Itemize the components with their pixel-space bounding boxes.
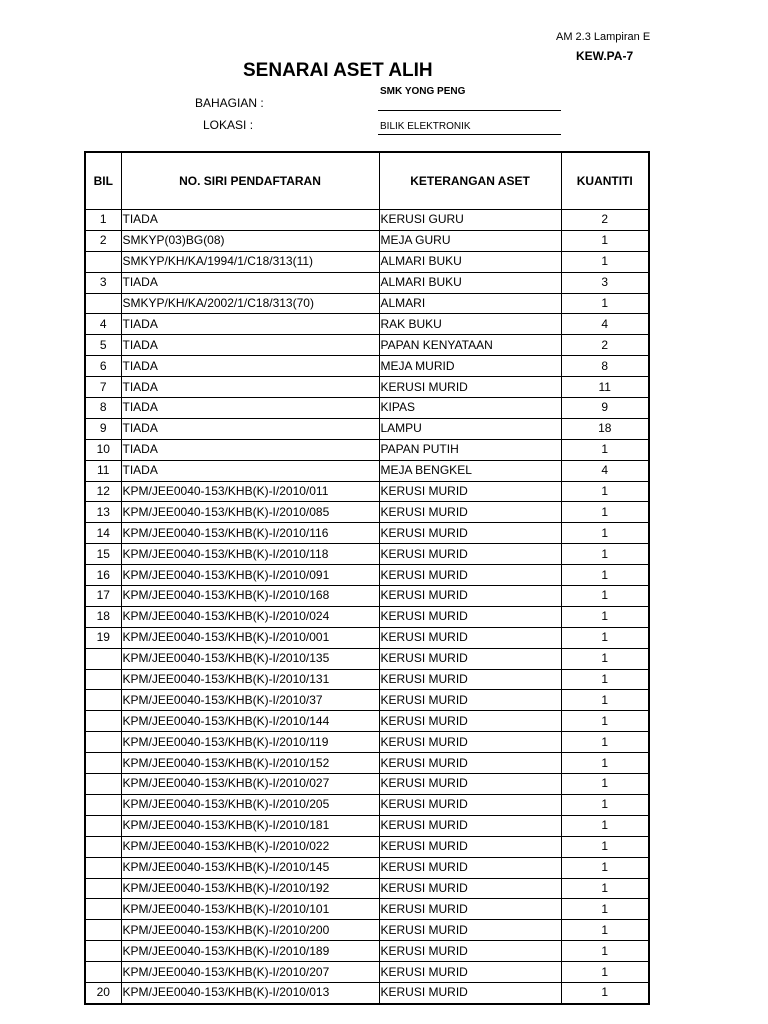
cell-kuantiti: 1 — [561, 982, 649, 1003]
cell-no-siri: KPM/JEE0040-153/KHB(K)-I/2010/152 — [121, 753, 379, 774]
cell-bil: 1 — [85, 210, 121, 231]
cell-no-siri: KPM/JEE0040-153/KHB(K)-I/2010/101 — [121, 899, 379, 920]
table-row — [85, 627, 649, 648]
cell-no-siri: KPM/JEE0040-153/KHB(K)-I/2010/145 — [121, 857, 379, 878]
table-row — [85, 251, 649, 272]
cell-kuantiti: 3 — [561, 272, 649, 293]
cell-no-siri: KPM/JEE0040-153/KHB(K)-I/2010/118 — [121, 544, 379, 565]
cell-bil: 18 — [85, 606, 121, 627]
table-row — [85, 377, 649, 398]
cell-bil: 7 — [85, 377, 121, 398]
cell-kuantiti: 4 — [561, 314, 649, 335]
cell-keterangan: KERUSI MURID — [379, 648, 561, 669]
cell-bil: 5 — [85, 335, 121, 356]
table-body — [85, 210, 649, 1004]
cell-kuantiti: 1 — [561, 690, 649, 711]
table-row — [85, 460, 649, 481]
cell-bil — [85, 711, 121, 732]
cell-no-siri: TIADA — [121, 356, 379, 377]
table-row — [85, 857, 649, 878]
table-row — [85, 586, 649, 607]
cell-kuantiti: 1 — [561, 836, 649, 857]
asset-table — [84, 151, 650, 1005]
cell-no-siri: KPM/JEE0040-153/KHB(K)-I/2010/011 — [121, 481, 379, 502]
table-row — [85, 878, 649, 899]
cell-bil — [85, 857, 121, 878]
cell-kuantiti: 1 — [561, 794, 649, 815]
cell-keterangan: MEJA MURID — [379, 356, 561, 377]
cell-bil — [85, 648, 121, 669]
cell-kuantiti: 1 — [561, 941, 649, 962]
cell-bil: 4 — [85, 314, 121, 335]
cell-bil: 9 — [85, 418, 121, 439]
column-header-kuantiti: KUANTITI — [561, 152, 649, 210]
cell-bil — [85, 690, 121, 711]
cell-keterangan: KERUSI MURID — [379, 982, 561, 1003]
table-row — [85, 272, 649, 293]
table-row — [85, 732, 649, 753]
table-row — [85, 982, 649, 1003]
cell-kuantiti: 1 — [561, 899, 649, 920]
cell-kuantiti: 1 — [561, 711, 649, 732]
cell-keterangan: PAPAN PUTIH — [379, 439, 561, 460]
cell-bil — [85, 941, 121, 962]
cell-kuantiti: 1 — [561, 648, 649, 669]
cell-keterangan: KERUSI MURID — [379, 857, 561, 878]
cell-keterangan: KERUSI MURID — [379, 899, 561, 920]
table-row — [85, 544, 649, 565]
cell-no-siri: KPM/JEE0040-153/KHB(K)-I/2010/013 — [121, 982, 379, 1003]
cell-no-siri: KPM/JEE0040-153/KHB(K)-I/2010/181 — [121, 815, 379, 836]
table-row — [85, 648, 649, 669]
table-row — [85, 481, 649, 502]
cell-no-siri: TIADA — [121, 460, 379, 481]
cell-keterangan: KERUSI MURID — [379, 586, 561, 607]
table-row — [85, 815, 649, 836]
cell-keterangan: KERUSI MURID — [379, 627, 561, 648]
table-row — [85, 314, 649, 335]
cell-no-siri: TIADA — [121, 418, 379, 439]
cell-kuantiti: 1 — [561, 774, 649, 795]
cell-bil: 12 — [85, 481, 121, 502]
cell-kuantiti: 1 — [561, 669, 649, 690]
cell-keterangan: KERUSI MURID — [379, 920, 561, 941]
cell-keterangan: KERUSI MURID — [379, 690, 561, 711]
cell-kuantiti: 1 — [561, 523, 649, 544]
cell-bil: 17 — [85, 586, 121, 607]
cell-keterangan: KERUSI MURID — [379, 774, 561, 795]
cell-keterangan: KERUSI MURID — [379, 544, 561, 565]
cell-no-siri: KPM/JEE0040-153/KHB(K)-I/2010/116 — [121, 523, 379, 544]
cell-bil — [85, 794, 121, 815]
cell-keterangan: RAK BUKU — [379, 314, 561, 335]
cell-kuantiti: 1 — [561, 481, 649, 502]
page-title: SENARAI ASET ALIH — [243, 60, 433, 81]
cell-bil: 11 — [85, 460, 121, 481]
cell-bil — [85, 962, 121, 983]
cell-no-siri: KPM/JEE0040-153/KHB(K)-I/2010/192 — [121, 878, 379, 899]
cell-kuantiti: 1 — [561, 857, 649, 878]
cell-bil — [85, 251, 121, 272]
cell-kuantiti: 8 — [561, 356, 649, 377]
cell-kuantiti: 1 — [561, 251, 649, 272]
cell-no-siri: KPM/JEE0040-153/KHB(K)-I/2010/37 — [121, 690, 379, 711]
cell-keterangan: KERUSI MURID — [379, 941, 561, 962]
column-header-keterangan: KETERANGAN ASET — [379, 152, 561, 210]
cell-no-siri: TIADA — [121, 272, 379, 293]
table-row — [85, 293, 649, 314]
cell-bil: 14 — [85, 523, 121, 544]
cell-keterangan: KERUSI MURID — [379, 606, 561, 627]
cell-kuantiti: 1 — [561, 815, 649, 836]
cell-kuantiti: 1 — [561, 586, 649, 607]
cell-no-siri: KPM/JEE0040-153/KHB(K)-I/2010/207 — [121, 962, 379, 983]
cell-no-siri: KPM/JEE0040-153/KHB(K)-I/2010/091 — [121, 565, 379, 586]
cell-bil: 20 — [85, 982, 121, 1003]
table-row — [85, 941, 649, 962]
table-row — [85, 899, 649, 920]
table-row — [85, 774, 649, 795]
cell-no-siri: KPM/JEE0040-153/KHB(K)-I/2010/024 — [121, 606, 379, 627]
cell-bil: 13 — [85, 502, 121, 523]
table-row — [85, 690, 649, 711]
cell-no-siri: TIADA — [121, 377, 379, 398]
cell-kuantiti: 1 — [561, 920, 649, 941]
table-row — [85, 753, 649, 774]
cell-keterangan: KERUSI MURID — [379, 481, 561, 502]
cell-kuantiti: 1 — [561, 230, 649, 251]
table-header-row — [85, 152, 649, 210]
cell-keterangan: MEJA GURU — [379, 230, 561, 251]
table-row — [85, 523, 649, 544]
cell-keterangan: ALMARI — [379, 293, 561, 314]
table-row — [85, 502, 649, 523]
column-header-bil: BIL — [85, 152, 121, 210]
cell-bil — [85, 293, 121, 314]
cell-keterangan: KERUSI GURU — [379, 210, 561, 231]
cell-no-siri: TIADA — [121, 335, 379, 356]
cell-no-siri: TIADA — [121, 210, 379, 231]
cell-kuantiti: 1 — [561, 753, 649, 774]
cell-kuantiti: 18 — [561, 418, 649, 439]
cell-no-siri: KPM/JEE0040-153/KHB(K)-I/2010/001 — [121, 627, 379, 648]
cell-kuantiti: 1 — [561, 565, 649, 586]
cell-keterangan: KERUSI MURID — [379, 878, 561, 899]
cell-no-siri: KPM/JEE0040-153/KHB(K)-I/2010/168 — [121, 586, 379, 607]
cell-keterangan: KERUSI MURID — [379, 836, 561, 857]
cell-keterangan: KERUSI MURID — [379, 669, 561, 690]
table-row — [85, 920, 649, 941]
cell-bil — [85, 815, 121, 836]
table-row — [85, 794, 649, 815]
table-row — [85, 210, 649, 231]
cell-no-siri: KPM/JEE0040-153/KHB(K)-I/2010/085 — [121, 502, 379, 523]
cell-no-siri: SMKYP(03)BG(08) — [121, 230, 379, 251]
cell-no-siri: KPM/JEE0040-153/KHB(K)-I/2010/027 — [121, 774, 379, 795]
cell-bil — [85, 878, 121, 899]
cell-keterangan: KERUSI MURID — [379, 523, 561, 544]
cell-kuantiti: 11 — [561, 377, 649, 398]
cell-bil: 19 — [85, 627, 121, 648]
cell-keterangan: KERUSI MURID — [379, 753, 561, 774]
cell-bil — [85, 899, 121, 920]
cell-no-siri: KPM/JEE0040-153/KHB(K)-I/2010/189 — [121, 941, 379, 962]
cell-keterangan: ALMARI BUKU — [379, 251, 561, 272]
cell-no-siri: KPM/JEE0040-153/KHB(K)-I/2010/119 — [121, 732, 379, 753]
cell-kuantiti: 9 — [561, 398, 649, 419]
cell-bil — [85, 836, 121, 857]
cell-bil — [85, 753, 121, 774]
cell-keterangan: KERUSI MURID — [379, 377, 561, 398]
cell-no-siri: KPM/JEE0040-153/KHB(K)-I/2010/131 — [121, 669, 379, 690]
table-row — [85, 439, 649, 460]
cell-kuantiti: 1 — [561, 439, 649, 460]
table-row — [85, 836, 649, 857]
cell-bil: 15 — [85, 544, 121, 565]
cell-bil — [85, 774, 121, 795]
cell-kuantiti: 1 — [561, 293, 649, 314]
table-row — [85, 418, 649, 439]
table-row — [85, 565, 649, 586]
cell-keterangan: KERUSI MURID — [379, 815, 561, 836]
cell-kuantiti: 1 — [561, 962, 649, 983]
cell-no-siri: TIADA — [121, 439, 379, 460]
cell-kuantiti: 1 — [561, 627, 649, 648]
table-row — [85, 711, 649, 732]
cell-no-siri: TIADA — [121, 398, 379, 419]
cell-keterangan: PAPAN KENYATAAN — [379, 335, 561, 356]
cell-keterangan: ALMARI BUKU — [379, 272, 561, 293]
cell-kuantiti: 2 — [561, 210, 649, 231]
table-row — [85, 230, 649, 251]
cell-keterangan: KERUSI MURID — [379, 502, 561, 523]
lokasi-value: BILIK ELEKTRONIK — [378, 121, 561, 135]
cell-no-siri: KPM/JEE0040-153/KHB(K)-I/2010/135 — [121, 648, 379, 669]
cell-bil — [85, 732, 121, 753]
form-code: KEW.PA-7 — [576, 49, 634, 63]
table-row — [85, 398, 649, 419]
cell-keterangan: KERUSI MURID — [379, 962, 561, 983]
lokasi-label: LOKASI : — [203, 118, 254, 132]
column-header-no-siri: NO. SIRI PENDAFTARAN — [121, 152, 379, 210]
cell-bil: 2 — [85, 230, 121, 251]
table-row — [85, 962, 649, 983]
bahagian-value: SMK YONG PENG — [378, 86, 561, 111]
table-row — [85, 669, 649, 690]
cell-keterangan: KERUSI MURID — [379, 565, 561, 586]
cell-keterangan: MEJA BENGKEL — [379, 460, 561, 481]
cell-kuantiti: 2 — [561, 335, 649, 356]
cell-no-siri: KPM/JEE0040-153/KHB(K)-I/2010/144 — [121, 711, 379, 732]
form-reference: AM 2.3 Lampiran E — [556, 31, 651, 43]
cell-kuantiti: 4 — [561, 460, 649, 481]
cell-no-siri: KPM/JEE0040-153/KHB(K)-I/2010/200 — [121, 920, 379, 941]
table-row — [85, 606, 649, 627]
cell-kuantiti: 1 — [561, 732, 649, 753]
cell-keterangan: KIPAS — [379, 398, 561, 419]
table-row — [85, 335, 649, 356]
cell-no-siri: KPM/JEE0040-153/KHB(K)-I/2010/022 — [121, 836, 379, 857]
cell-no-siri: TIADA — [121, 314, 379, 335]
bahagian-label: BAHAGIAN : — [195, 96, 264, 110]
cell-kuantiti: 1 — [561, 878, 649, 899]
cell-no-siri: SMKYP/KH/KA/2002/1/C18/313(70) — [121, 293, 379, 314]
cell-kuantiti: 1 — [561, 544, 649, 565]
cell-bil: 10 — [85, 439, 121, 460]
cell-bil — [85, 920, 121, 941]
cell-no-siri: SMKYP/KH/KA/1994/1/C18/313(11) — [121, 251, 379, 272]
cell-keterangan: KERUSI MURID — [379, 794, 561, 815]
cell-kuantiti: 1 — [561, 502, 649, 523]
cell-keterangan: KERUSI MURID — [379, 732, 561, 753]
cell-bil: 6 — [85, 356, 121, 377]
cell-keterangan: KERUSI MURID — [379, 711, 561, 732]
cell-kuantiti: 1 — [561, 606, 649, 627]
cell-bil: 8 — [85, 398, 121, 419]
cell-bil: 3 — [85, 272, 121, 293]
table-row — [85, 356, 649, 377]
cell-bil: 16 — [85, 565, 121, 586]
cell-keterangan: LAMPU — [379, 418, 561, 439]
cell-bil — [85, 669, 121, 690]
cell-no-siri: KPM/JEE0040-153/KHB(K)-I/2010/205 — [121, 794, 379, 815]
